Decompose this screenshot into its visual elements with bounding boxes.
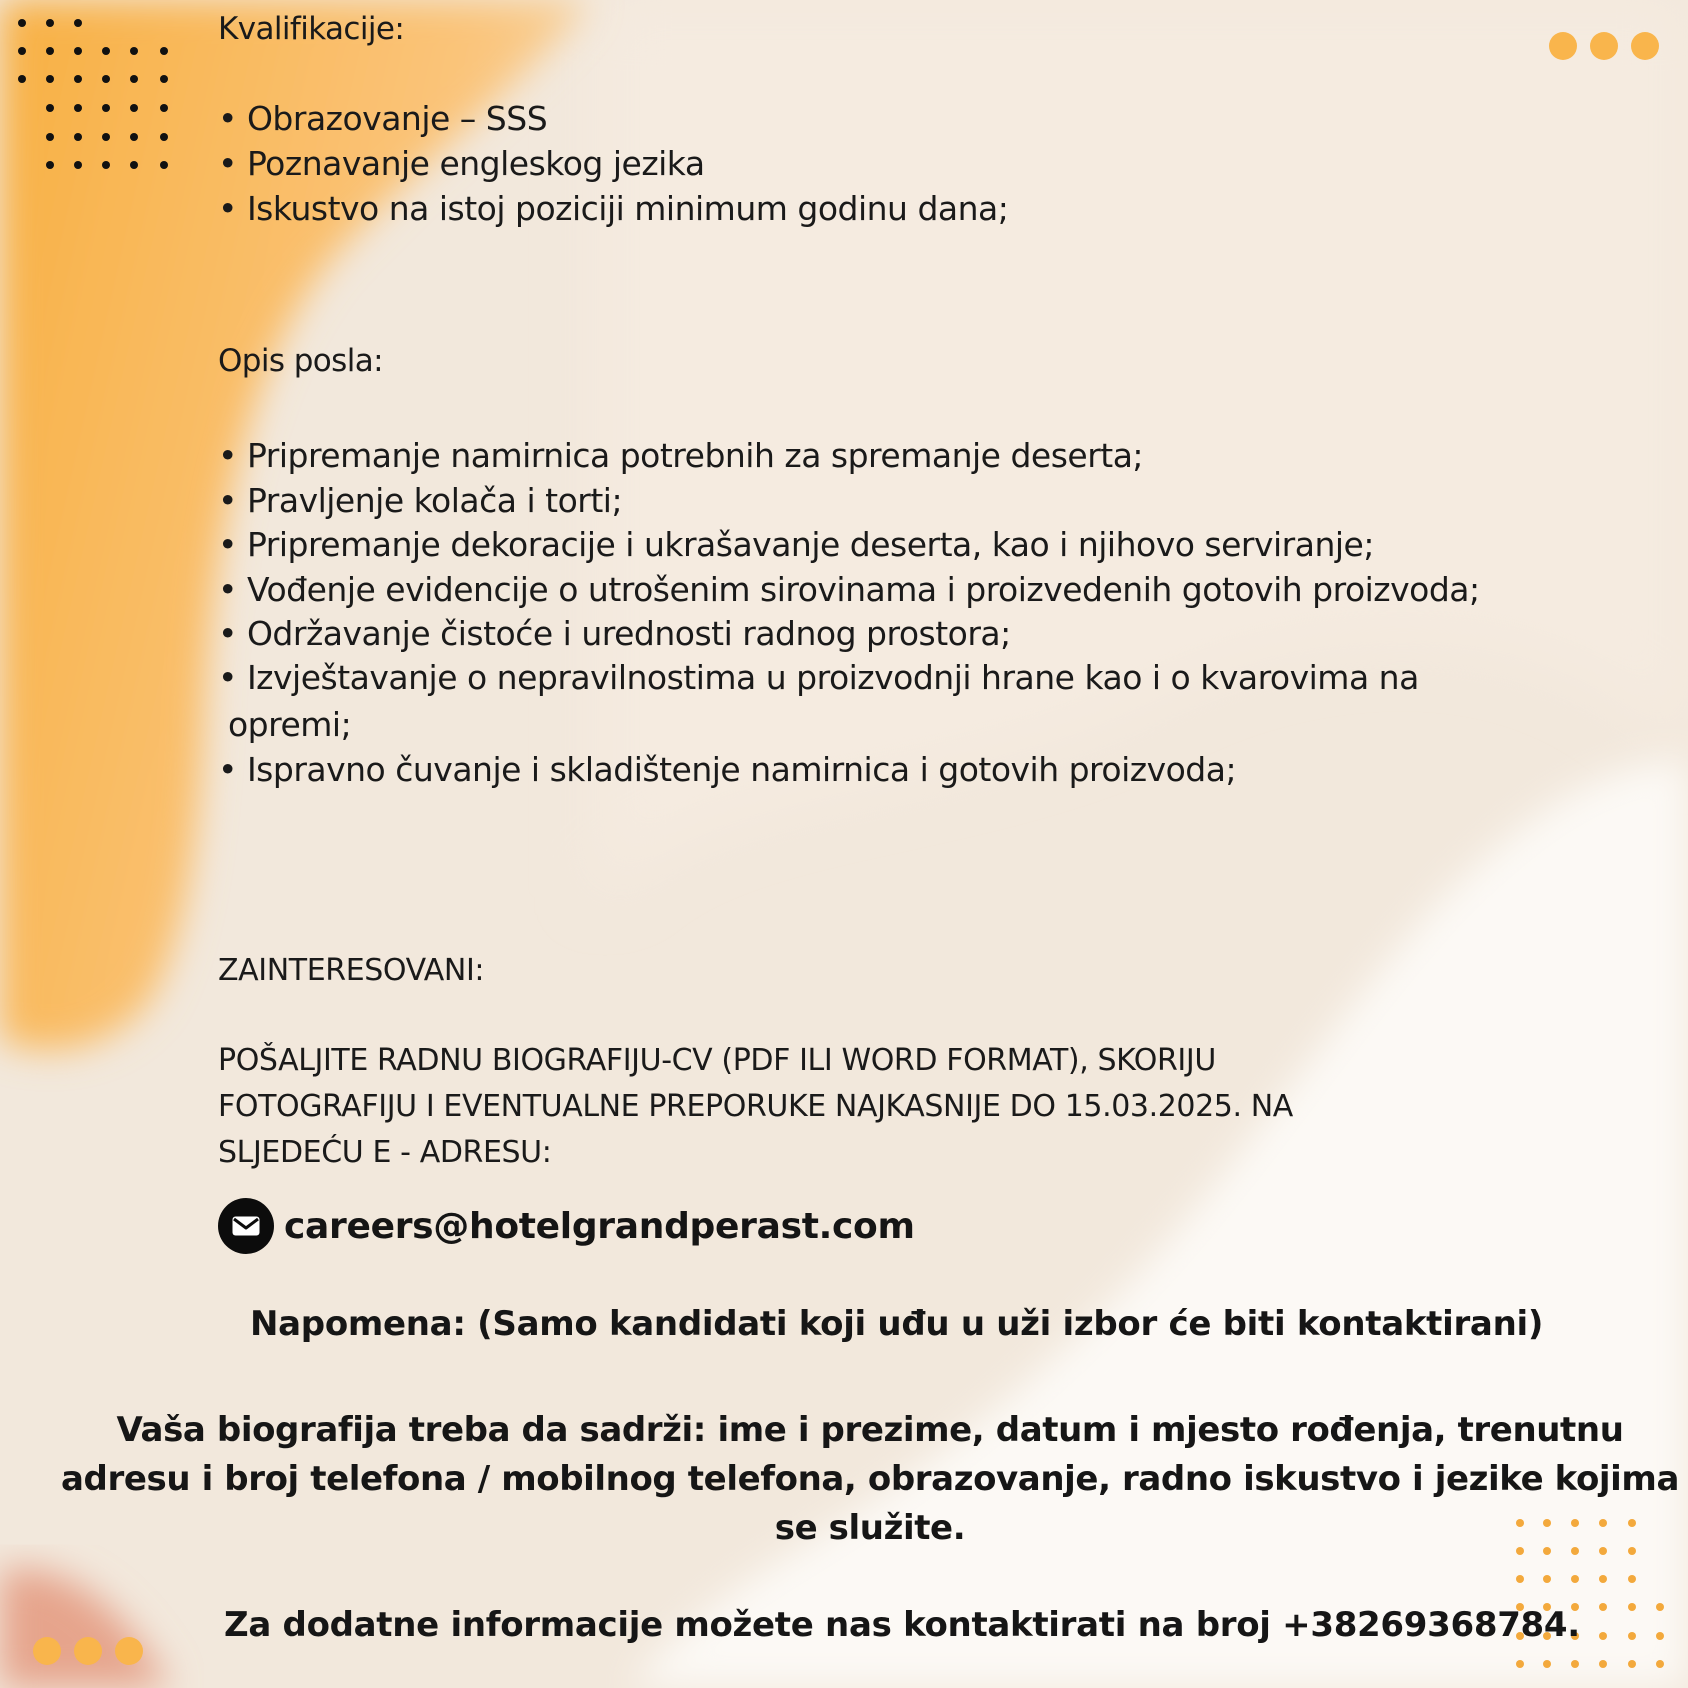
job-duty-item: • Vođenje evidencije o utrošenim sirovinama i proizvedenih gotovih proizvoda; (218, 570, 1480, 609)
qualification-item: • Poznavanje engleskog jezika (218, 144, 705, 183)
qualification-item: • Obrazovanje – SSS (218, 99, 548, 138)
qualifications-heading: Kvalifikacije: (218, 11, 405, 47)
job-duty-item: • Održavanje čistoće i urednosti radnog prostora; (218, 614, 1011, 653)
job-duty-item: • Pravljenje kolača i torti; (218, 481, 623, 520)
job-duty-item: • Ispravno čuvanje i skladištenje namirnica i gotovih proizvoda; (218, 750, 1237, 789)
application-heading: ZAINTERESOVANI: (218, 953, 485, 988)
email-link[interactable]: careers@hotelgrandperast.com (284, 1205, 915, 1247)
qualification-item: • Iskustvo na istoj poziciji minimum godinu dana; (218, 189, 1009, 228)
cv-requirements-line: se služite. (774, 1508, 966, 1548)
application-instruction-line: SLJEDEĆU E - ADRESU: (218, 1135, 552, 1170)
job-duty-item: • Izvještavanje o nepravilnostima u proizvodnji hrane kao i o kvarovima na (218, 658, 1419, 697)
job-duty-item: • Pripremanje namirnica potrebnih za spremanje deserta; (218, 436, 1144, 475)
cv-requirements (60, 1406, 1680, 1553)
application-instruction-line: POŠALJITE RADNU BIOGRAFIJU-CV (PDF ILI WORD FORMAT), SKORIJU (218, 1043, 1216, 1078)
job-duty-item-continuation: opremi; (218, 705, 352, 744)
job-description-heading: Opis posla: (218, 343, 383, 379)
email-contact (218, 1198, 915, 1254)
job-duty-item: • Pripremanje dekoracije i ukrašavanje deserta, kao i njihovo serviranje; (218, 525, 1374, 564)
shortlist-note: Napomena: (Samo kandidati koji uđu u uži izbor će biti kontaktirani) (250, 1304, 1544, 1344)
envelope-icon (218, 1198, 274, 1254)
cv-requirements-line: adresu i broj telefona / mobilnog telefona, obrazovanje, radno iskustvo i jezike kojima (60, 1459, 1680, 1499)
phone-contact: Za dodatne informacije možete nas kontaktirati na broj +38269368784. (224, 1605, 1580, 1645)
cv-requirements-line: Vaša biografija treba da sadrži: ime i prezime, datum i mjesto rođenja, trenutnu (116, 1410, 1624, 1450)
application-instruction-line: FOTOGRAFIJU I EVENTUALNE PREPORUKE NAJKASNIJE DO 15.03.2025. NA (218, 1089, 1293, 1124)
